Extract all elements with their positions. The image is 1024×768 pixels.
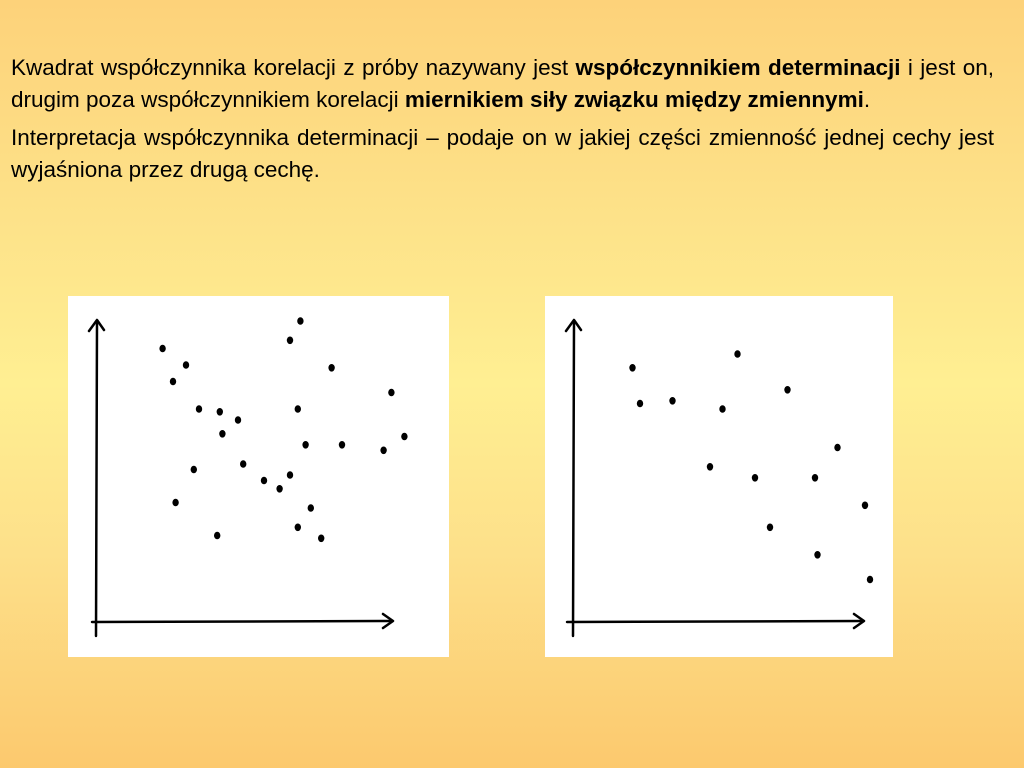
scatter-point [235, 416, 241, 424]
scatter-plot-svg-left [68, 296, 449, 657]
scatter-point [629, 364, 635, 372]
scatter-point [261, 477, 267, 485]
scatter-point [287, 337, 293, 345]
scatter-point [380, 447, 386, 455]
scatter-point [172, 499, 178, 507]
paragraph-1-text-1: Kwadrat współczynnika korelacji z próby nazywany jest [11, 55, 576, 80]
scatter-chart-negative-correlation [545, 296, 893, 657]
scatter-point [401, 433, 407, 441]
scatter-point [707, 463, 713, 471]
scatter-point [295, 405, 301, 413]
x-axis [92, 621, 392, 622]
scatter-point [159, 345, 165, 353]
paragraph-1-text-2: i jest on, drugim poza współczynnikiem korelacji [11, 55, 994, 112]
scatter-point [328, 364, 334, 372]
scatter-point [814, 551, 820, 559]
paragraph-1-text-3: . [863, 87, 871, 112]
scatter-point [276, 485, 282, 493]
scatter-point [767, 524, 773, 532]
paragraph-2: Interpretacja współczynnika determinacji – podaje on w jakiej części zmienność jednej cechy jest wyjaśniona przez drugą cechę. [11, 125, 994, 182]
scatter-point [719, 405, 725, 413]
scatter-point [240, 460, 246, 468]
scatter-point [183, 361, 189, 369]
scatter-point [295, 524, 301, 532]
scatter-point [170, 378, 176, 386]
scatter-point [318, 535, 324, 543]
scatter-chart-weak-correlation [68, 296, 449, 657]
text-block [11, 52, 994, 192]
scatter-point [308, 504, 314, 512]
scatter-point [214, 532, 220, 540]
scatter-point [784, 386, 790, 394]
scatter-point [752, 474, 758, 482]
scatter-point [862, 502, 868, 510]
points-group-right [629, 350, 873, 583]
points-group-left [159, 317, 407, 542]
y-axis [573, 322, 574, 636]
scatter-point [287, 471, 293, 479]
scatter-point [219, 430, 225, 438]
scatter-point [297, 317, 303, 325]
y-axis [96, 322, 97, 636]
scatter-point [217, 408, 223, 416]
scatter-point [302, 441, 308, 449]
scatter-point [669, 397, 675, 405]
scatter-point [388, 389, 394, 397]
x-axis [567, 621, 863, 622]
scatter-point [196, 405, 202, 413]
scatter-point [637, 400, 643, 408]
scatter-point [734, 350, 740, 358]
scatter-point [339, 441, 345, 449]
paragraph-1 [11, 52, 994, 116]
term-measure-of-strength: miernikiem siły związku między zmiennymi [404, 87, 864, 112]
scatter-point [812, 474, 818, 482]
term-coefficient-of-determination: współczynnikiem determinacji [575, 55, 901, 80]
scatter-plot-svg-right [545, 296, 893, 657]
scatter-point [834, 444, 840, 452]
scatter-point [867, 576, 873, 584]
scatter-point [191, 466, 197, 474]
